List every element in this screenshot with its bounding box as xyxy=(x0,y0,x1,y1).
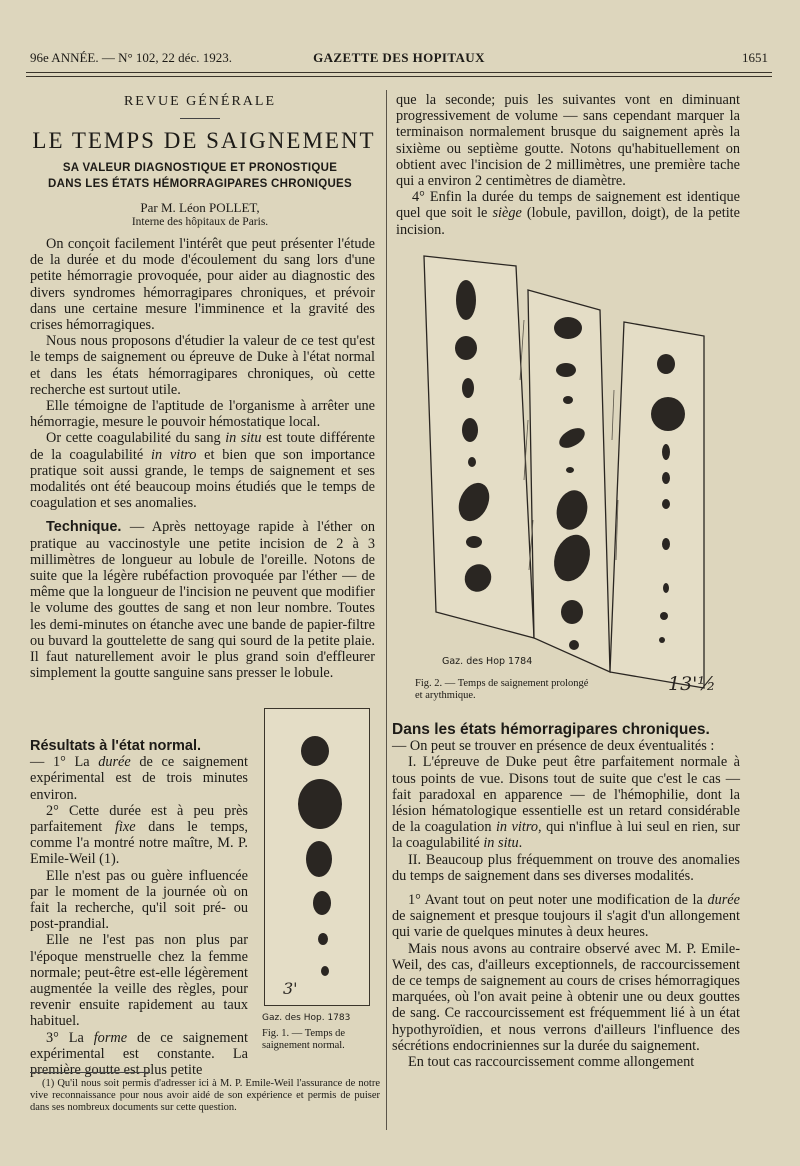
footnote-rule xyxy=(30,1072,150,1073)
paragraph: Elle témoigne de l'aptitude de l'organisme à arrêter une hémorragie, mesure le pouvoir hémostatique local. xyxy=(30,398,375,431)
rubric: REVUE GÉNÉRALE xyxy=(123,94,277,109)
blood-spot xyxy=(313,891,331,915)
time-mark: 3' xyxy=(283,979,298,998)
paragraph: On conçoit facilement l'intérêt que peut présenter l'étude de la durée et du mode d'écoulement du sang lors d'une petite hémorragie provoquée, pour aider au diagnostic des divers syndromes hémorragipares chroniques, et prévoir dans une certaine mesure l'imminence et la gravité des crises hémorragiques. xyxy=(30,236,375,334)
paragraph: En tout cas raccourcissement comme allongement xyxy=(408,1054,695,1071)
section-heading: Résultats à l'état normal. xyxy=(30,738,202,754)
header-rule-thin xyxy=(26,76,772,77)
author-affiliation: Interne des hôpitaux de Paris. xyxy=(131,216,269,228)
filter-strip-3 xyxy=(610,322,704,688)
section-heading: Technique. xyxy=(46,519,122,536)
blood-spot xyxy=(662,538,670,550)
blood-spots-prolonged xyxy=(388,240,750,700)
time-mark: 13'½ xyxy=(668,673,716,695)
blood-spot xyxy=(662,444,670,460)
paragraph: que la seconde; puis les suivantes vont en diminuant progressivement de volume — sans cependant marquer la terminaison normalement brusque du saignement après la sixième ou septième goutte. Notons qu'habituellement on obtient avec l'incision de 2 millimètres, une première tache qui a environ 2 centimètres de diamètre. xyxy=(396,92,740,190)
blood-spot xyxy=(569,640,579,650)
blood-spot xyxy=(468,457,476,467)
technique-paragraph: Technique. — Après nettoyage rapide à l'éther on pratique au vaccinostyle une petite incision de 2 à 3 millimètres de longueur au lobule de l'oreille. Notons de suite que la légère rubéfaction provoquée par l'éther — de même que la longueur de l'incision ne peuvent que modifier le volume des gouttes de sang et non leur nombre. Toutes les demi-minutes on étanche avec une bande de papier-filtre ou buvard la gouttelette de sang qui sourd de la petite plaie. Il faut naturellement avoir le plus grand soin d'effleurer simplement la goutte sanguine sans presser le lobule. xyxy=(30,519,375,682)
section-heading: Dans les états hémorragipares chroniques. xyxy=(392,721,710,738)
blood-spot xyxy=(306,841,332,877)
blood-spot xyxy=(659,637,665,643)
blood-spot xyxy=(466,536,482,548)
strip-crease xyxy=(612,390,614,440)
header-rule xyxy=(26,72,772,73)
blood-spot xyxy=(456,280,476,320)
blood-spot xyxy=(566,467,574,473)
paragraph: Mais nous avons au contraire observé avec M. P. Emile-Weil, des cas, d'ailleurs exceptionnels, de raccourcissement de ce temps de saignement au cours de crises hémorragiques marquées, où l'on avait peine à obtenir une ou deux gouttes de sang. Ce raccourcissement est fréquemment lié à un état hypothyroïdien, et nous verrons d'ailleurs l'influence des sécrétions endocriniennes sur la durée du saignement. xyxy=(392,940,740,1054)
blood-spot xyxy=(563,396,573,404)
blood-spot xyxy=(298,779,342,829)
author: Par M. Léon POLLET, xyxy=(140,200,260,215)
paragraph: Elle n'est pas ou guère influencée par le moment de la journée où on fait la recherche, qu'il soit pré- ou post-prandial. xyxy=(30,867,248,933)
blood-spot xyxy=(651,397,685,431)
left-column-top xyxy=(30,236,375,681)
rubric-rule xyxy=(180,118,220,119)
blood-spot xyxy=(462,378,474,398)
blood-spot xyxy=(321,966,329,976)
paragraph: 3° La forme de ce saignement expérimental est constante. La première goutte est plus petite xyxy=(30,1029,248,1079)
subtitle-line-2: DANS LES ÉTATS HÉMORRAGIPARES CHRONIQUES xyxy=(48,178,352,190)
paragraph: Nous nous proposons d'étudier la valeur de ce test qu'est le temps de saignement ou épreuve de Duke à l'état normal et dans les états hémorragipares chroniques, où cette recherche est surtout utile. xyxy=(30,333,375,398)
paragraph: I. L'épreuve de Duke peut être parfaitement normale à tous points de vue. Disons tout de suite que c'est le cas — fait paradoxal en apparence — de l'hémophilie, dont la lésion hématologique essentielle est un retard considérable de la coagulation in vitro, qui n'influe à lui seul en rien, sur la coagulabilité in situ. xyxy=(392,754,741,852)
blood-spots-normal xyxy=(265,709,369,1005)
paragraph: Or cette coagulabilité du sang in situ est toute différente de la coagulabilité in vitro et bien que son importance pratique soit aussi grande, le temps de saignement et ses modalités ont été beaucoup moins étudiés que le temps de coagulation et ses anomalies. xyxy=(30,430,375,512)
paragraph: 2° Cette durée est à peu près parfaitement fixe dans le temps, comme l'a montré notre maître, M. P. Emile-Weil (1). xyxy=(30,802,248,868)
figure-1-caption: Fig. 1. — Temps de saignement normal. xyxy=(262,1028,346,1051)
paragraph: 1° Avant tout on peut noter une modification de la durée de saignement et presque toujours il s'agit d'un allongement qui varie de quelques minutes à deux heures. xyxy=(392,892,740,941)
blood-spot xyxy=(662,499,670,509)
subtitle-line-1: SA VALEUR DIAGNOSTIQUE ET PRONOSTIQUE xyxy=(62,162,338,174)
paragraph: Elle ne l'est pas non plus par l'époque menstruelle chez la femme normale; peut-être est-elle légèrement augmentée la veille des règles, pour revenir ensuite rapidement au taux habituel. xyxy=(30,932,248,1030)
results-paragraph: Résultats à l'état normal. — 1° La durée de ce saignement expérimental est de trois minutes environ. xyxy=(30,738,248,803)
issue-info: 96e ANNÉE. — N° 102, 22 déc. 1923. xyxy=(30,50,232,65)
blood-spot xyxy=(663,583,669,593)
figure-2-filter-strips xyxy=(388,240,750,700)
article-subtitle xyxy=(30,160,370,192)
footnote: (1) Qu'il nous soit permis d'adresser ici à M. P. Emile-Weil l'assurance de notre vive reconnaissance pour nous avoir aidé de son expérience et permis de puiser dans ses nombreux documents sur cette question. xyxy=(30,1078,380,1113)
blood-spot xyxy=(554,317,582,339)
blood-spot xyxy=(662,472,670,484)
page-number: 1651 xyxy=(742,50,768,65)
blood-spot xyxy=(556,363,576,377)
paragraph: II. Beaucoup plus fréquemment on trouve des anomalies du temps de saignement dans ses diverses modalités. xyxy=(392,851,740,884)
blood-spot xyxy=(657,354,675,374)
article-title: LE TEMPS DE SAIGNEMENT xyxy=(32,128,376,153)
blood-spot xyxy=(561,600,583,624)
blood-spot xyxy=(660,612,668,620)
left-column-narrow xyxy=(30,738,248,1078)
engraver-signature: Gaz. des Hop. 1783 xyxy=(262,1013,351,1023)
right-column-top xyxy=(396,92,740,238)
blood-spot xyxy=(462,418,478,442)
column-separator xyxy=(386,90,387,1130)
blood-spot xyxy=(318,933,328,945)
paragraph: 4° Enfin la durée du temps de saignement est identique quel que soit le siège (lobule, pavillon, doigt), de la petite incision. xyxy=(396,189,740,238)
right-column-bottom xyxy=(392,722,740,1070)
blood-spot xyxy=(301,736,329,766)
figure-1-filter-strip xyxy=(264,708,370,1006)
figure-2-caption: Fig. 2. — Temps de saignement prolongé et arythmique. xyxy=(415,678,589,701)
journal-title: GAZETTE DES HOPITAUX xyxy=(313,50,485,65)
running-header xyxy=(30,50,768,70)
engraver-signature: Gaz. des Hop 1784 xyxy=(442,656,533,667)
figure-1-caption-block xyxy=(262,1012,374,1052)
states-paragraph: Dans les états hémorragipares chroniques. — On peut se trouver en présence de deux éventualités : xyxy=(392,721,715,755)
blood-spot xyxy=(455,336,477,360)
